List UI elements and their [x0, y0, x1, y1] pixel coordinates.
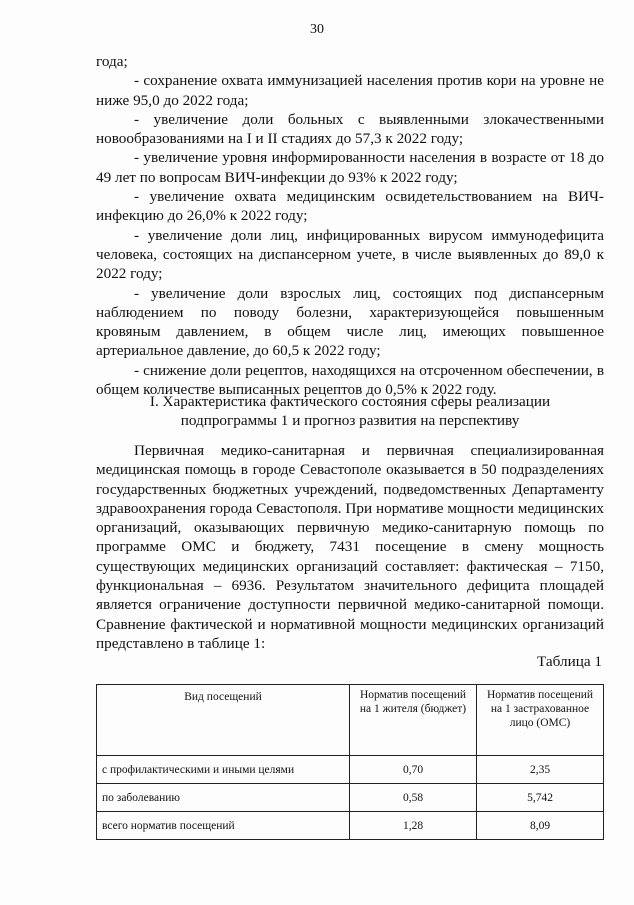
list-item: - сохранение охвата иммунизацией населения против кори на уровне не ниже 95,0 до 2022 года;: [96, 72, 604, 109]
table-row: [97, 812, 604, 840]
list-item: - снижение доли рецептов, находящихся на отсроченном обеспечении, в общем количестве выписанных рецептов до 0,5% к 2022 году.: [96, 361, 604, 399]
table-header-cell: Норматив посещений на 1 застрахованное лицо (ОМС): [477, 685, 604, 756]
table-label: Таблица 1: [537, 653, 602, 670]
list-item: года;: [96, 53, 128, 70]
table-row: [97, 756, 604, 784]
table-header-cell: Вид посещений: [97, 685, 350, 756]
list-item: - увеличение уровня информированности населения в возрасте от 18 до 49 лет по вопросам ВИЧ-инфекции до 93% к 2022 году;: [96, 149, 604, 186]
table-header-row: [97, 685, 604, 756]
table-cell: по заболеванию: [97, 784, 350, 812]
table-cell: всего норматив посещений: [97, 812, 350, 840]
table-row: [97, 784, 604, 812]
table-cell: с профилактическими и иными целями: [97, 756, 350, 784]
visits-norm-table: [96, 684, 604, 840]
body-paragraph: Первичная медико-санитарная и первичная специализированная медицинская помощь в городе Севастополе оказывается в 50 подразделениях государственных бюджетных учреждений, подведомственных Департаменту здравоохранения города Севастополя. При нормативе мощности медицинских организаций, оказывающих первичную медико-санитарную помощь по программе ОМС и бюджету, 7431 посещение в смену мощность существующих медицинских организаций составляет: фактическая – 7150, функциональная – 6936. Результатом значительного дефицита площадей является ограничение доступности первичной медико-санитарной помощи. Сравнение фактической и нормативной мощности медицинских организаций представлено в таблице 1:: [96, 442, 604, 652]
list-item: - увеличение доли взрослых лиц, состоящих под диспансерным наблюдением по поводу болезни, характеризующейся повышенным кровяным давлением, в общем числе лиц, имеющих повышенное артериальное давление, до 60,5 к 2022 году;: [96, 284, 604, 360]
table-header-cell: Норматив посещений на 1 жителя (бюджет): [350, 685, 477, 756]
list-item: - увеличение доли больных с выявленными злокачественными новообразованиями на I и II стадиях до 57,3 к 2022 году;: [96, 110, 604, 148]
table-cell: 2,35: [477, 756, 604, 784]
list-item: - увеличение охвата медицинским освидетельствованием на ВИЧ-инфекцию до 26,0% к 2022 году;: [96, 188, 604, 225]
page-number: 30: [310, 22, 324, 37]
table-cell: 8,09: [477, 812, 604, 840]
section-heading-line: подпрограммы 1 и прогноз развития на перспективу: [180, 412, 520, 430]
table-cell: 0,70: [350, 756, 477, 784]
body-paragraph-block: [96, 441, 604, 653]
table-cell: 0,58: [350, 784, 477, 812]
section-heading: [96, 392, 604, 431]
table-cell: 1,28: [350, 812, 477, 840]
table-cell: 5,742: [477, 784, 604, 812]
list-item: - увеличение доли лиц, инфицированных вирусом иммунодефицита человека, состоящих на диспансерном учете, в числе выявленных до 89,0 к 2022 году;: [96, 226, 604, 283]
targets-list: [96, 52, 604, 399]
section-heading-line: I. Характеристика фактического состояния сферы реализации: [149, 393, 551, 410]
